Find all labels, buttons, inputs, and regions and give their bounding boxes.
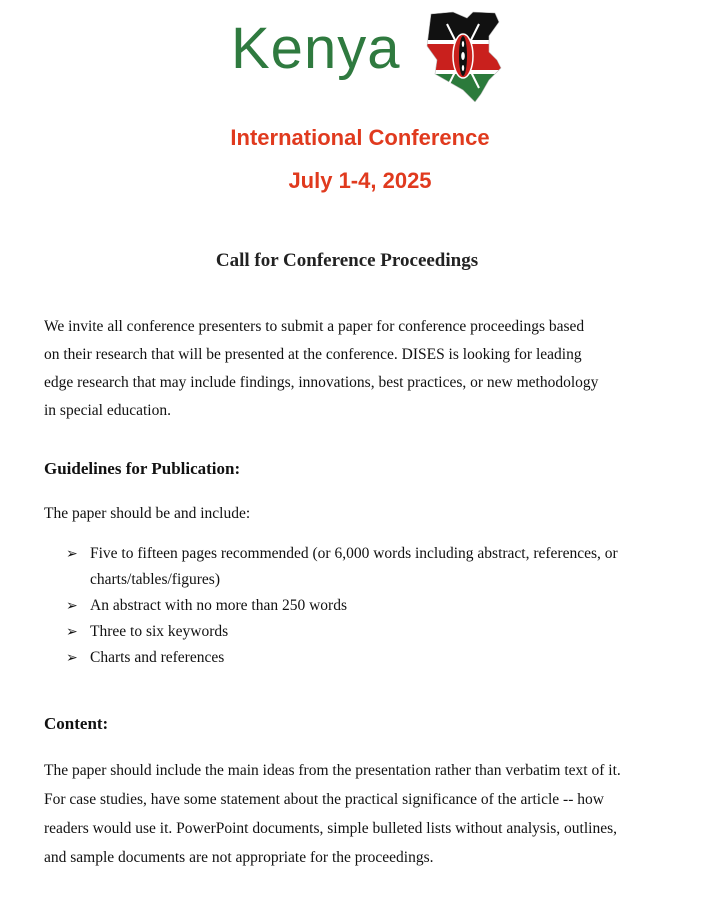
list-item-line: Five to fifteen pages recommended (or 6,000 words including abstract, references, or (90, 545, 618, 562)
intro-line: We invite all conference presenters to submit a paper for conference proceedings based (44, 318, 585, 335)
list-item-line: Charts and references (90, 649, 225, 666)
content-line: readers would use it. PowerPoint documents, simple bulleted lists without analysis, outlines, (44, 820, 618, 837)
list-item-line: charts/tables/figures) (90, 571, 220, 588)
arrow-bullet-icon: ➢ (66, 624, 78, 640)
arrow-bullet-icon: ➢ (66, 598, 78, 614)
guidelines-heading: Guidelines for Publication: (44, 459, 241, 478)
content-line: The paper should include the main ideas from the presentation rather than verbatim text of it. (44, 762, 621, 779)
list-item (66, 593, 666, 619)
list-item (66, 619, 666, 645)
list-item (66, 645, 666, 671)
logo-text: Kenya (231, 16, 401, 81)
intro-line: on their research that will be presented at the conference. DISES is looking for leading (44, 346, 582, 363)
content-line: For case studies, have some statement about the practical significance of the article -- how (44, 791, 604, 808)
call-title: Call for Conference Proceedings (215, 250, 479, 271)
content-heading: Content: (44, 714, 109, 733)
header-logo (0, 8, 720, 104)
intro-line: edge research that may include findings, innovations, best practices, or new methodology (44, 374, 599, 391)
conference-date: July 1-4, 2025 (288, 168, 432, 193)
list-item-line: An abstract with no more than 250 words (90, 597, 347, 614)
guidelines-list (66, 541, 666, 671)
arrow-bullet-icon: ➢ (66, 546, 78, 562)
list-item-line: Three to six keywords (90, 623, 229, 640)
intro-line: in special education. (44, 402, 171, 419)
content-line: and sample documents are not appropriate for the proceedings. (44, 849, 434, 866)
kenya-flag-map-icon (423, 10, 503, 102)
intro-paragraph (44, 313, 684, 425)
conference-title: International Conference (230, 125, 490, 150)
guidelines-lead-in: The paper should be and include: (44, 505, 251, 522)
content-paragraph (44, 756, 684, 872)
arrow-bullet-icon: ➢ (66, 650, 78, 666)
list-item (66, 541, 666, 593)
